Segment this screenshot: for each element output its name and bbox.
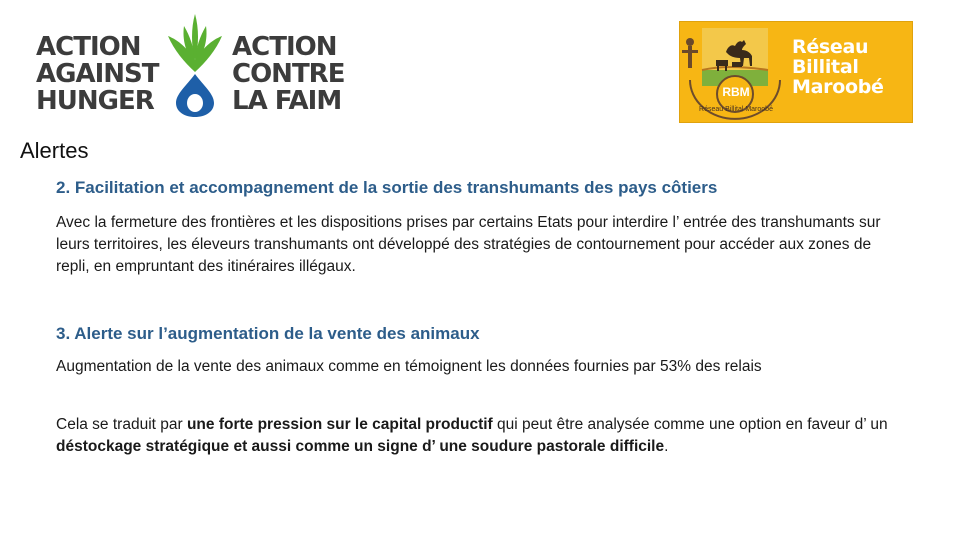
rbm-name-line: Billital (792, 56, 859, 78)
logo-english-line: AGAINST (36, 59, 159, 89)
action-against-hunger-logo (36, 10, 346, 118)
logo-french-line: CONTRE (232, 59, 345, 89)
page-title: Alertes (20, 138, 89, 163)
paragraph-emphasis: une forte pression sur le capital productif (186, 416, 493, 433)
section-paragraph: Augmentation de la vente des animaux comme en témoignent les données fournies par 53% des relais (56, 358, 762, 375)
leaf-icon (168, 14, 222, 72)
paragraph-emphasis: déstockage stratégique et aussi comme un signe d’ une soudure pastorale difficile (56, 438, 665, 455)
rbm-name-line: Maroobé (792, 76, 884, 98)
paragraph-text: . (664, 438, 669, 455)
leaf-drop-icon (164, 10, 226, 118)
paragraph-text: Cela se traduit par (56, 416, 187, 433)
rbm-badge: RBM (722, 85, 750, 99)
section-rich-paragraph (56, 414, 906, 458)
rbm-name-line: Réseau (792, 36, 869, 58)
section-title: 2. Facilitation et accompagnement de la sortie des transhumants des pays côtiers (56, 178, 718, 197)
reseau-billital-maroobe-logo (679, 21, 913, 123)
paragraph-text: qui peut être analysée comme une option en faveur d’ un (492, 416, 888, 433)
logo-english-line: ACTION (36, 32, 141, 62)
logo-english-line: HUNGER (36, 86, 154, 116)
rbm-arc-text: Réseau Billital Maroobé (699, 106, 773, 113)
section-title: 3. Alerte sur l’augmentation de la vente des animaux (56, 324, 480, 343)
section-paragraph: Avec la fermeture des frontières et les dispositions prises par certains Etats pour interdire l’ entrée des transhumants sur leurs territoires, les éleveurs transhumants ont développé des stratégies de contournement pour accéder aux zones de repli, en empruntant des itinéraires illégaux. (56, 214, 881, 275)
logo-french-line: ACTION (232, 32, 337, 62)
logo-french-line: LA FAIM (232, 86, 342, 116)
drop-icon (176, 74, 214, 117)
